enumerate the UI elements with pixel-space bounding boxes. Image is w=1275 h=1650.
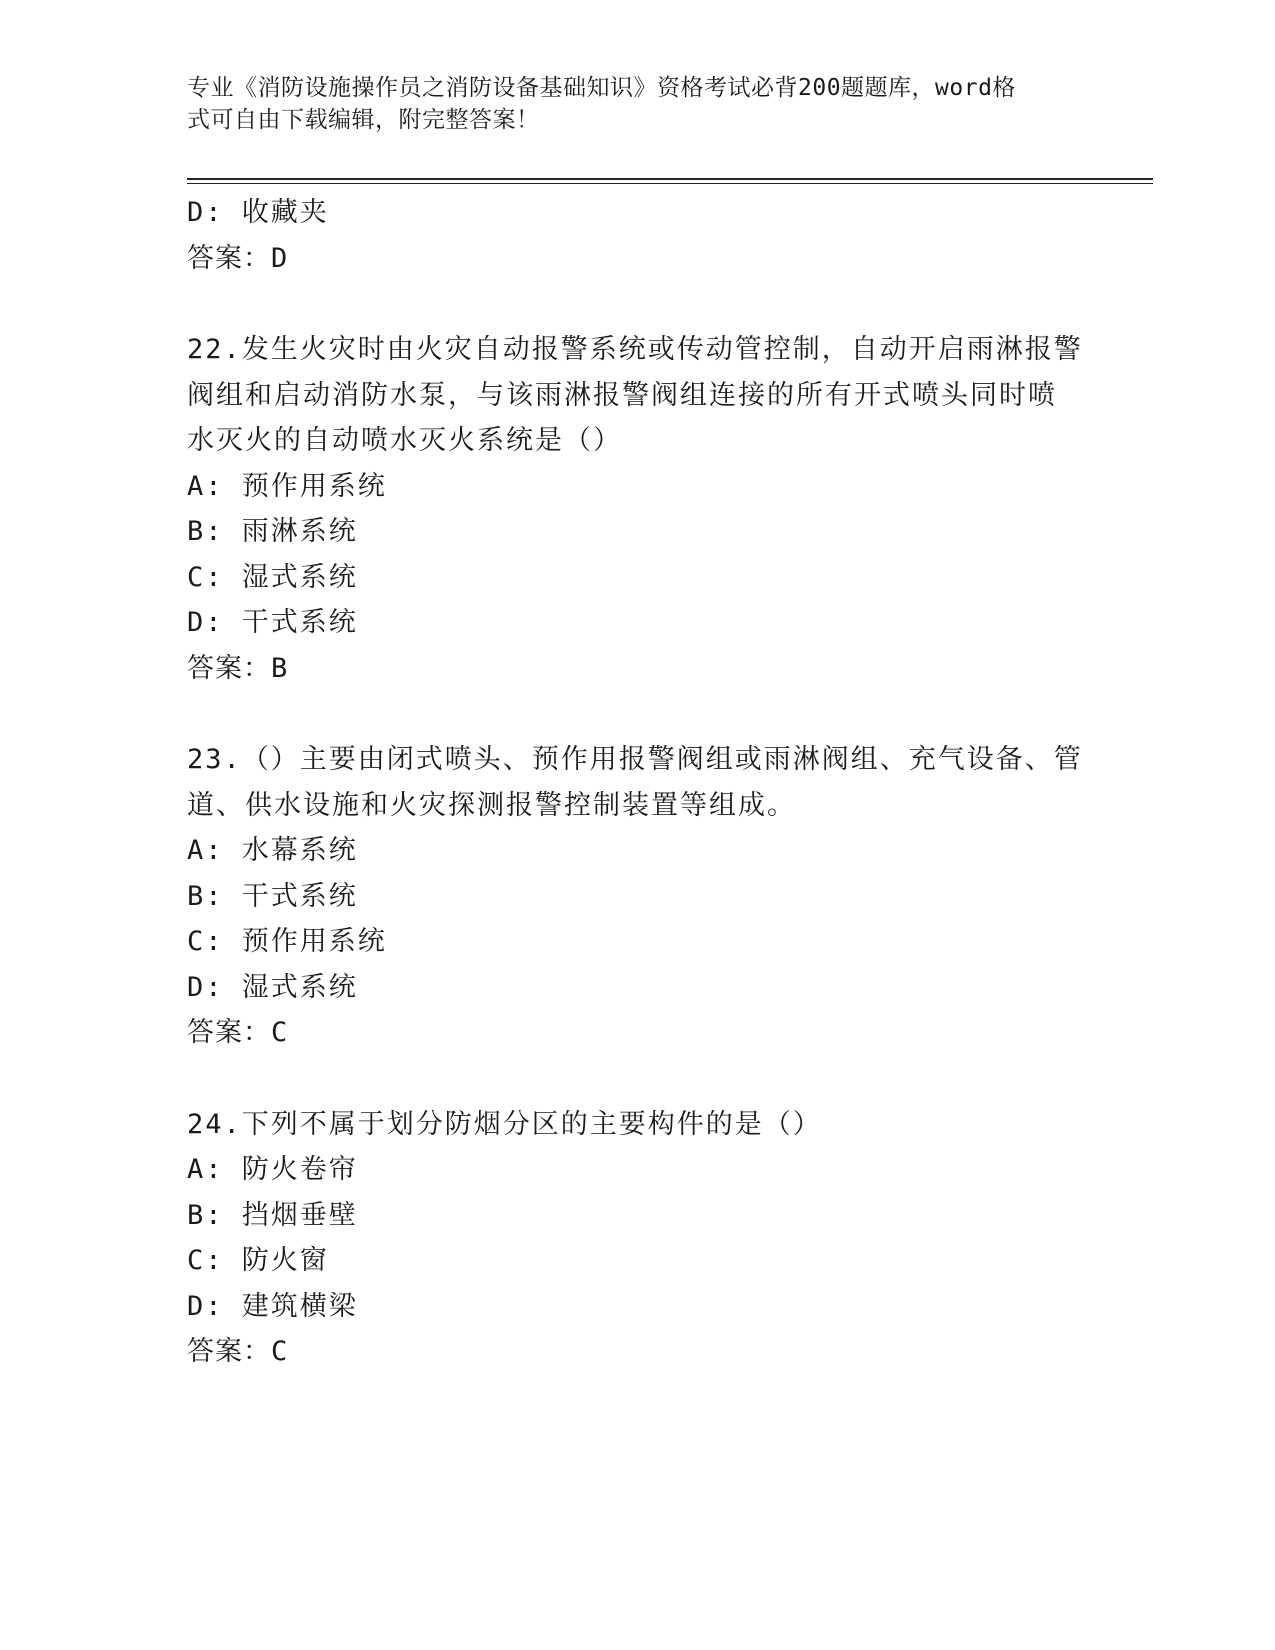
answer-label: 答案： (187, 1017, 271, 1048)
answer-label: 答案： (187, 242, 271, 274)
option-b: B: 雨淋系统 (187, 516, 358, 547)
spacer (187, 691, 1087, 737)
answer-line (187, 1010, 1087, 1056)
option-b: B: 干式系统 (187, 880, 358, 912)
option-d: D: 收藏夹 (187, 197, 329, 228)
option-b: B: 挡烟垂壁 (187, 1199, 358, 1231)
option-c: C: 湿式系统 (187, 561, 358, 593)
answer-line (187, 1329, 1087, 1375)
answer-value: D (271, 242, 290, 274)
document-header (187, 72, 1067, 136)
option-a: A: 防火卷帘 (187, 1154, 358, 1185)
header-line-1: 专业《消防设施操作员之消防设备基础知识》资格考试必背200题题库，word格 (187, 75, 1016, 101)
question-block-24 (187, 1102, 1087, 1375)
header-line-2: 式可自由下载编辑，附完整答案！ (187, 107, 540, 133)
question-stem-line: 水灭火的自动喷水灭火系统是（） (187, 425, 622, 456)
answer-label: 答案： (187, 1336, 271, 1367)
option-a: A: 水幕系统 (187, 835, 358, 866)
answer-value: C (271, 1017, 290, 1048)
answer-line (187, 646, 1087, 692)
option-c: C: 预作用系统 (187, 926, 387, 957)
header-divider-thick (187, 178, 1153, 180)
question-stem-line: 24.下列不属于划分防烟分区的主要构件的是（） (187, 1108, 822, 1140)
answer-line (187, 236, 1087, 282)
spacer (187, 1056, 1087, 1102)
option-a: A: 预作用系统 (187, 470, 387, 502)
option-d: D: 建筑横梁 (187, 1290, 358, 1322)
question-block-23 (187, 737, 1087, 1056)
question-stem-line: 23.（）主要由闭式喷头、预作用报警阀组或雨淋阀组、充气设备、管 (187, 744, 1083, 775)
question-stem-line: 阀组和启动消防水泵，与该雨淋报警阀组连接的所有开式喷头同时喷 (187, 379, 1057, 411)
question-stem-line: 22.发生火灾时由火灾自动报警系统或传动管控制，自动开启雨淋报警 (187, 334, 1083, 365)
question-block-22 (187, 327, 1087, 691)
option-c: C: 防火窗 (187, 1245, 329, 1276)
document-body (187, 190, 1087, 1375)
option-d: D: 干式系统 (187, 607, 358, 638)
spacer (187, 281, 1087, 327)
header-divider-thin (187, 183, 1153, 184)
answer-label: 答案： (187, 652, 271, 684)
question-stem-line: 道、供水设施和火灾探测报警控制装置等组成。 (187, 789, 796, 821)
answer-value: C (271, 1336, 290, 1367)
option-d: D: 湿式系统 (187, 971, 358, 1003)
answer-value: B (271, 652, 290, 684)
